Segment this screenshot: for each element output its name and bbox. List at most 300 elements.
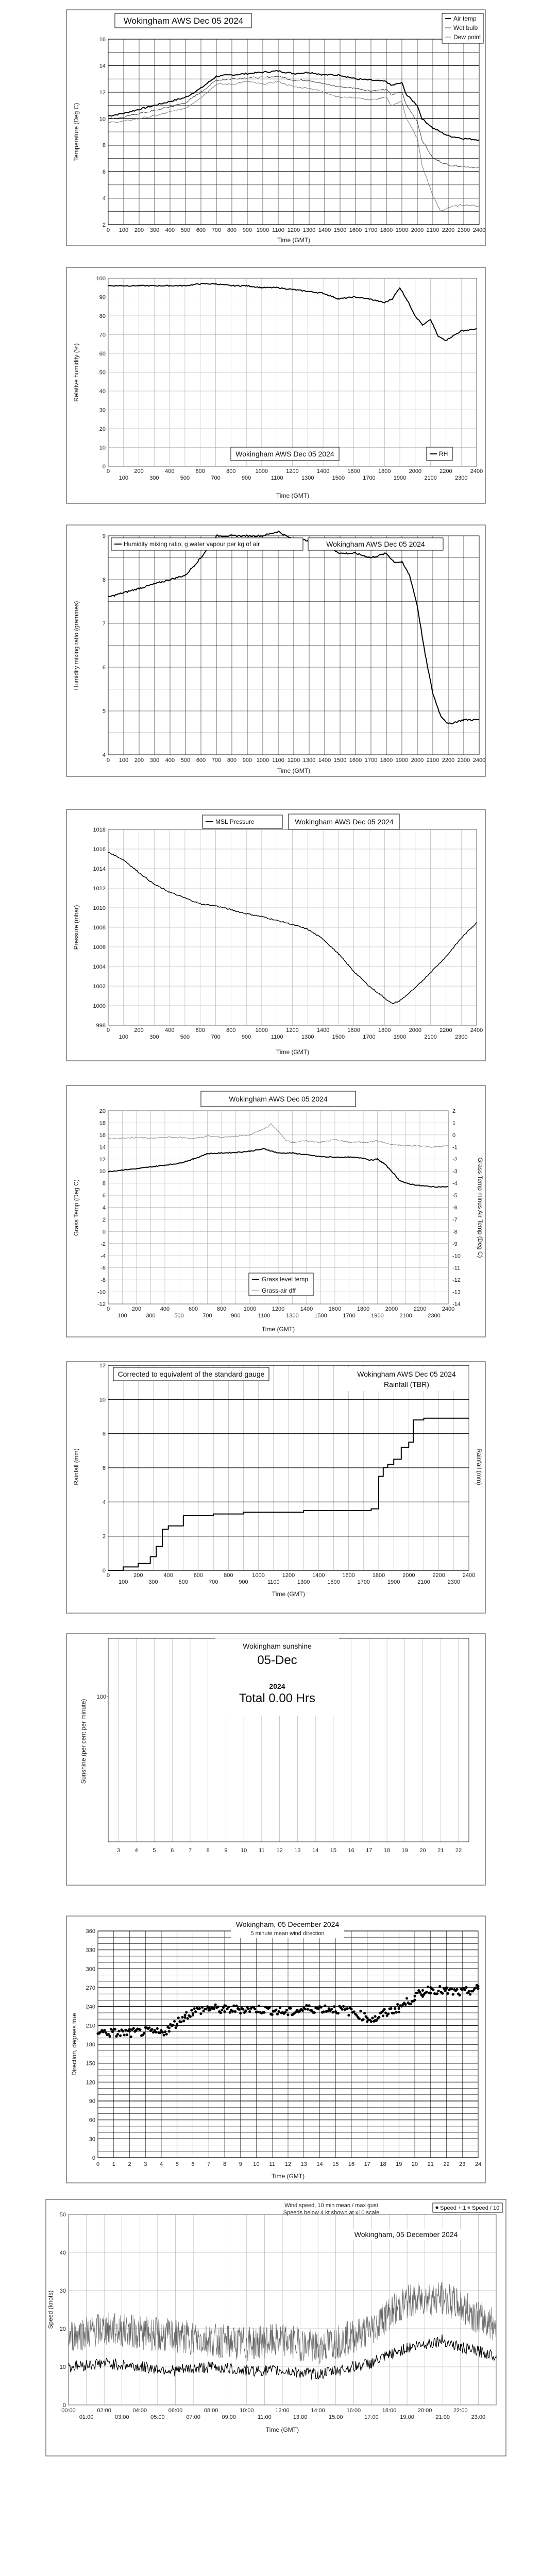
wind-direction-point <box>268 2006 271 2009</box>
x-tick-label: 21 <box>427 2161 434 2167</box>
x-tick-label: 1000 <box>255 468 268 474</box>
wind-direction-point <box>116 2033 119 2036</box>
temperature-xlabel: Time (GMT) <box>277 236 311 244</box>
x-tick-label: 1800 <box>378 468 391 474</box>
wind-direction-point <box>378 2016 380 2019</box>
wind-direction-point <box>182 2020 185 2022</box>
x-tick-label: 100 <box>119 1034 128 1040</box>
wind-direction-point <box>320 2006 323 2009</box>
x-tick-label: 2400 <box>470 1027 483 1033</box>
x-tick-label: 700 <box>208 1579 218 1585</box>
y-tick-label: 4 <box>102 1499 106 1506</box>
wind-direction-point <box>205 2008 208 2010</box>
wind-direction-point <box>165 2033 168 2036</box>
x-tick-label: 1900 <box>395 757 409 764</box>
x-tick-label: 02:00 <box>97 2408 111 2414</box>
wind-direction-point <box>342 2005 345 2008</box>
x-tick-label: 2200 <box>439 468 452 474</box>
x-tick-label: 1300 <box>286 1313 299 1319</box>
x-tick-label: 2000 <box>409 1027 422 1033</box>
y-tick-label: 1016 <box>93 846 106 853</box>
y-tick-label: 998 <box>96 1023 106 1029</box>
wind-direction-point <box>126 2033 128 2036</box>
x-tick-label: 15 <box>330 1848 336 1854</box>
wind-direction-point <box>103 2029 106 2031</box>
x-tick-label: 08:00 <box>204 2408 218 2414</box>
x-tick-label: 1900 <box>393 475 407 481</box>
y-tick-label: 6 <box>102 665 106 671</box>
x-tick-label: 500 <box>180 227 191 233</box>
x-tick-label: 3 <box>144 2161 147 2167</box>
legend-wet-bulb: Wet bulb <box>453 24 478 31</box>
y2-tick-label: -13 <box>452 1289 461 1296</box>
wind-direction-point <box>105 2031 107 2033</box>
wind-direction-point <box>413 1995 416 1997</box>
x-tick-label: 2000 <box>385 1306 398 1312</box>
y-tick-label: 8 <box>102 142 106 149</box>
y2-tick-label: -4 <box>452 1180 458 1187</box>
wind-direction-point <box>413 1999 416 2002</box>
wind-direction-point <box>324 2005 326 2007</box>
y-tick-label: 40 <box>59 2250 66 2256</box>
x-tick-label: 1800 <box>380 757 393 764</box>
wind-direction-point <box>184 2016 187 2019</box>
x-tick-label: 11 <box>259 1848 265 1854</box>
x-tick-label: 500 <box>180 757 191 764</box>
x-tick-label: 1700 <box>357 1579 370 1585</box>
wind-direction-point <box>198 2007 201 2010</box>
y-tick-label: -10 <box>97 1289 106 1296</box>
y-tick-label: 120 <box>86 2079 95 2086</box>
y-tick-label: 30 <box>59 2288 66 2294</box>
sunshine-ylabel: Sunshine (per cent per minute) <box>80 1699 87 1784</box>
wind-direction-point <box>432 1989 434 1991</box>
wind-direction-point <box>239 2012 242 2014</box>
wind-direction-point <box>123 2033 126 2036</box>
y-tick-label: 1004 <box>93 964 106 970</box>
x-tick-label: 1600 <box>347 468 360 474</box>
x-tick-label: 1700 <box>363 475 376 481</box>
y-tick-label: 12 <box>99 89 106 96</box>
y-tick-label: 20 <box>59 2326 66 2332</box>
x-tick-label: 200 <box>134 468 144 474</box>
x-tick-label: 06:00 <box>168 2408 183 2414</box>
x-tick-label: 500 <box>180 475 190 481</box>
x-tick-label: 1000 <box>252 1572 265 1579</box>
y-tick-label: 6 <box>102 1465 106 1471</box>
x-tick-label: 1500 <box>332 1034 345 1040</box>
x-tick-label: 1600 <box>328 1306 342 1312</box>
x-tick-label: 6 <box>191 2161 195 2167</box>
x-tick-label: 16 <box>348 1848 354 1854</box>
x-tick-label: 23:00 <box>471 2414 486 2420</box>
wind-direction-point <box>229 2011 231 2014</box>
pressure-xlabel: Time (GMT) <box>276 1048 310 1056</box>
x-tick-label: 11:00 <box>258 2414 272 2420</box>
y2-tick-label: 1 <box>452 1120 456 1127</box>
wind-direction-point <box>359 2010 362 2012</box>
x-tick-label: 1800 <box>372 1572 385 1579</box>
x-tick-label: 2400 <box>472 227 486 233</box>
x-tick-label: 1100 <box>272 227 284 233</box>
y2-tick-label: -10 <box>452 1253 461 1260</box>
y-tick-label: 150 <box>86 2060 95 2067</box>
wind-direction-point <box>438 1985 441 1988</box>
y-tick-label: 10 <box>99 445 106 451</box>
wind-direction-point <box>257 2011 259 2013</box>
wind-direction-point <box>201 2006 204 2009</box>
x-tick-label: 1700 <box>343 1313 356 1319</box>
x-tick-label: 2200 <box>439 1027 452 1033</box>
x-tick-label: 24 <box>475 2161 482 2167</box>
y-tick-label: -2 <box>100 1241 106 1247</box>
rainfall-note: Corrected to equivalent of the standard gauge <box>117 1370 265 1378</box>
x-tick-label: 10 <box>241 1848 247 1854</box>
x-tick-label: 200 <box>134 227 144 233</box>
legend-dew-point: Dew point <box>453 33 481 41</box>
y-tick-label: 330 <box>86 1947 95 1954</box>
x-tick-label: 10 <box>253 2161 260 2167</box>
wind-direction-point <box>468 1990 470 1993</box>
wind-direction-point <box>193 2007 196 2010</box>
y-tick-label: 10 <box>59 2364 66 2370</box>
x-tick-label: 1900 <box>393 1034 407 1040</box>
wind-direction-point <box>184 2014 187 2016</box>
wind-direction-point <box>350 2008 352 2010</box>
x-tick-label: 2300 <box>454 475 468 481</box>
wind-direction-point <box>177 2016 180 2019</box>
x-tick-label: 1100 <box>267 1579 280 1585</box>
x-tick-label: 1400 <box>318 227 331 233</box>
x-tick-label: 4 <box>134 1848 138 1854</box>
x-tick-label: 2000 <box>411 757 424 764</box>
x-tick-label: 1500 <box>332 475 345 481</box>
y2-tick-label: -12 <box>452 1277 461 1284</box>
x-tick-label: 500 <box>178 1579 189 1585</box>
x-tick-label: 300 <box>149 1034 159 1040</box>
wind-direction-point <box>337 2012 340 2014</box>
x-tick-label: 16:00 <box>346 2408 361 2414</box>
x-tick-label: 1200 <box>286 1027 299 1033</box>
y2-tick-label: -8 <box>452 1229 458 1235</box>
y-tick-label: 0 <box>102 1229 106 1235</box>
y-tick-label: 12 <box>99 1363 106 1369</box>
y-tick-label: 90 <box>89 2098 95 2105</box>
wind-direction-ylabel: Direction, degrees true <box>71 2013 78 2076</box>
y-tick-label: 50 <box>99 369 106 376</box>
x-tick-label: 300 <box>149 475 159 481</box>
wind-direction-point <box>199 2012 202 2015</box>
x-tick-label: 22 <box>455 1848 462 1854</box>
wind-direction-point <box>301 2009 304 2012</box>
x-tick-label: 8 <box>223 2161 227 2167</box>
x-tick-label: 100 <box>119 227 129 233</box>
x-tick-label: 2400 <box>470 468 483 474</box>
wind-direction-point <box>290 2007 292 2010</box>
x-tick-label: 01:00 <box>79 2414 94 2420</box>
wind-direction-point <box>278 2010 280 2013</box>
y-tick-label: 0 <box>102 464 106 470</box>
y-tick-label: 60 <box>89 2117 95 2124</box>
x-tick-label: 900 <box>241 1034 251 1040</box>
wind-direction-title: Wokingham, 05 December 2024 <box>235 1920 340 1928</box>
grass-temp-chart <box>66 1085 486 1337</box>
y-tick-label: 1002 <box>93 984 106 990</box>
wind-direction-point <box>459 1994 461 1996</box>
rainfall-xlabel: Time (GMT) <box>272 1590 306 1598</box>
x-tick-label: 1400 <box>316 1027 330 1033</box>
wind-direction-point <box>109 2035 111 2038</box>
x-tick-label: 1500 <box>333 757 347 764</box>
mixing-ylabel: Humidity mixing ratio (grammes) <box>73 601 80 690</box>
x-tick-label: 2100 <box>424 475 437 481</box>
x-tick-label: 11 <box>269 2161 275 2167</box>
x-tick-label: 5 <box>153 1848 156 1854</box>
wind-direction-point <box>346 2007 349 2010</box>
x-tick-label: 03:00 <box>114 2414 129 2420</box>
sunshine-y-tick: 100 <box>96 1693 106 1700</box>
legend-speed1-marker <box>436 2207 438 2209</box>
y-tick-label: 1006 <box>93 944 106 951</box>
x-tick-label: 12 <box>276 1848 283 1854</box>
wind-direction-point <box>159 2031 161 2034</box>
wind-direction-point <box>213 2007 215 2010</box>
x-tick-label: 2200 <box>442 227 455 233</box>
x-tick-label: 1600 <box>342 1572 355 1579</box>
wind-direction-point <box>168 2027 171 2029</box>
wind-direction-point <box>214 2004 217 2006</box>
wind-direction-point <box>275 2009 277 2011</box>
x-tick-label: 20 <box>419 1848 426 1854</box>
x-tick-label: 700 <box>202 1313 212 1319</box>
wind-direction-point <box>114 2028 116 2030</box>
wind-direction-point <box>219 2011 222 2014</box>
wind-speed-xlabel: Time (GMT) <box>265 2426 299 2433</box>
y-tick-label: 90 <box>99 294 106 301</box>
x-tick-label: 13 <box>294 1848 301 1854</box>
y-tick-label: 70 <box>99 332 106 338</box>
wind-direction-point <box>185 2011 188 2013</box>
y-tick-label: 1010 <box>93 905 106 911</box>
y-tick-label: 20 <box>99 426 106 432</box>
y2-tick-label: -2 <box>452 1156 458 1163</box>
x-tick-label: 21:00 <box>435 2414 450 2420</box>
x-tick-label: 09:00 <box>222 2414 236 2420</box>
y-tick-label: 16 <box>99 1132 106 1139</box>
x-tick-label: 2100 <box>426 757 439 764</box>
wind-direction-point <box>172 2024 175 2026</box>
wind-direction-point <box>421 1989 424 1992</box>
wind-direction-point <box>419 1991 421 1994</box>
x-tick-label: 1800 <box>378 1027 391 1033</box>
x-tick-label: 14:00 <box>311 2408 325 2414</box>
pressure-chart <box>66 809 486 1061</box>
x-tick-label: 1300 <box>302 227 316 233</box>
wind-direction-point <box>161 2031 164 2033</box>
y-tick-label: 210 <box>86 2023 95 2029</box>
wind-direction-point <box>447 1992 449 1995</box>
wind-direction-point <box>341 2008 344 2011</box>
wind-direction-point <box>363 2012 366 2014</box>
x-tick-label: 200 <box>133 1572 143 1579</box>
wind-direction-point <box>330 2008 333 2010</box>
y2-tick-label: -3 <box>452 1168 458 1175</box>
x-tick-label: 1100 <box>270 1034 283 1040</box>
wind-direction-point <box>286 2013 289 2016</box>
wind-direction-point <box>394 2007 396 2010</box>
wind-direction-point <box>416 1992 419 1994</box>
x-tick-label: 1500 <box>314 1313 327 1319</box>
y-tick-label: 8 <box>102 577 106 583</box>
x-tick-label: 1700 <box>363 1034 376 1040</box>
x-tick-label: 1100 <box>272 757 284 764</box>
wind-direction-point <box>304 2008 307 2010</box>
y-tick-label: 1000 <box>93 1003 106 1009</box>
x-tick-label: 3 <box>116 1848 121 1854</box>
wind-direction-point <box>410 2003 412 2005</box>
x-tick-label: 1500 <box>327 1579 340 1585</box>
x-tick-label: 13:00 <box>293 2414 308 2420</box>
x-tick-label: 200 <box>131 1306 142 1312</box>
x-tick-label: 1900 <box>395 227 409 233</box>
y-tick-label: 10 <box>99 1168 106 1175</box>
wind-direction-point <box>242 2008 244 2010</box>
wind-direction-point <box>469 1993 471 1995</box>
wind-direction-point <box>395 2011 398 2013</box>
x-tick-label: 2400 <box>442 1306 455 1312</box>
x-tick-label: 1100 <box>270 475 283 481</box>
wind-direction-point <box>465 1986 467 1989</box>
x-tick-label: 5 <box>175 2161 179 2167</box>
y-tick-label: 18 <box>99 1120 106 1127</box>
x-tick-label: 14 <box>312 1848 319 1854</box>
x-tick-label: 300 <box>148 1579 158 1585</box>
wind-direction-point <box>441 1992 444 1995</box>
y2-tick-label: 2 <box>452 1108 456 1114</box>
wind-direction-point <box>189 2015 192 2018</box>
y-tick-label: 4 <box>102 195 106 202</box>
y-tick-label: 14 <box>99 63 106 70</box>
y-tick-label: 14 <box>99 1144 106 1151</box>
x-tick-label: 100 <box>117 1313 127 1319</box>
y2-tick-label: -11 <box>452 1265 461 1272</box>
wind-direction-point <box>181 2016 183 2019</box>
legend-mixing: Humidity mixing ratio, g water vapour per kg of air <box>124 540 260 548</box>
wind-direction-point <box>426 1991 428 1993</box>
wind-direction-point <box>253 2008 256 2010</box>
wind-direction-point <box>190 2009 193 2011</box>
x-tick-label: 200 <box>134 757 144 764</box>
x-tick-label: 400 <box>163 1572 173 1579</box>
y-tick-label: 270 <box>86 1985 95 1991</box>
x-tick-label: 100 <box>118 1579 128 1585</box>
wind-direction-point <box>326 2010 329 2012</box>
x-tick-label: 500 <box>180 1034 190 1040</box>
x-tick-label: 1200 <box>287 227 300 233</box>
x-tick-label: 600 <box>195 1027 205 1033</box>
grass-ylabel2: Grass Temp minus Air Temp (Deg C) <box>477 1157 484 1258</box>
wind-direction-point <box>358 2018 361 2020</box>
wind-direction-point <box>248 2010 251 2013</box>
wind-direction-chart <box>66 1916 486 2183</box>
x-tick-label: 400 <box>165 227 175 233</box>
x-tick-label: 2 <box>128 2161 131 2167</box>
y-tick-label: 2 <box>102 222 106 228</box>
wind-direction-point <box>155 2031 157 2033</box>
legend-air-temp: Air temp <box>453 15 477 22</box>
x-tick-label: 1300 <box>301 475 314 481</box>
x-tick-label: 7 <box>207 2161 211 2167</box>
x-tick-label: 1300 <box>297 1579 310 1585</box>
x-tick-label: 22:00 <box>453 2408 468 2414</box>
wind-direction-point <box>436 1992 438 1995</box>
x-tick-label: 2300 <box>457 227 470 233</box>
x-tick-label: 800 <box>227 227 237 233</box>
wind-direction-point <box>132 2027 135 2030</box>
wind-direction-point <box>187 2017 189 2020</box>
legend-speed1: Speed + 1 <box>440 2205 466 2211</box>
wind-direction-point <box>279 2007 281 2009</box>
x-tick-label: 19:00 <box>400 2414 414 2420</box>
y-tick-label: 80 <box>99 313 106 319</box>
y-tick-label: 4 <box>102 1205 106 1211</box>
x-tick-label: 800 <box>226 1027 236 1033</box>
x-tick-label: 400 <box>164 1027 175 1033</box>
x-tick-label: 1300 <box>302 757 316 764</box>
wind-direction-point <box>323 2010 325 2013</box>
wind-direction-point <box>387 2012 390 2015</box>
x-tick-label: 8 <box>206 1848 210 1854</box>
y2-tick-label: -5 <box>452 1193 458 1199</box>
x-tick-label: 22 <box>443 2161 450 2167</box>
wind-direction-point <box>176 2024 178 2027</box>
x-tick-label: 1400 <box>312 1572 325 1579</box>
sunshine-title: Wokingham sunshine <box>243 1642 312 1650</box>
x-tick-label: 15 <box>332 2161 339 2167</box>
grass-title: Wokingham AWS Dec 05 2024 <box>229 1095 328 1103</box>
wind-direction-point <box>217 2006 219 2008</box>
wind-direction-point <box>437 1990 440 1992</box>
x-tick-label: 07:00 <box>186 2414 200 2420</box>
y-tick-label: 0 <box>92 2155 95 2161</box>
x-tick-label: 14 <box>316 2161 323 2167</box>
y-tick-label: 5 <box>102 708 106 715</box>
wind-direction-point <box>382 2014 384 2017</box>
x-tick-label: 13 <box>300 2161 307 2167</box>
y-tick-label: -8 <box>100 1277 106 1284</box>
x-tick-label: 1900 <box>371 1313 384 1319</box>
y-tick-label: 1014 <box>93 866 106 872</box>
x-tick-label: 800 <box>227 757 237 764</box>
rainfall-subtitle: Rainfall (TBR) <box>384 1380 429 1388</box>
wind-direction-point <box>464 1989 466 1991</box>
y-tick-label: 0 <box>62 2402 66 2409</box>
humidity-chart <box>66 267 486 504</box>
wind-direction-point <box>143 2032 145 2035</box>
x-tick-label: 1700 <box>364 227 378 233</box>
x-tick-label: 2000 <box>402 1572 415 1579</box>
y-tick-label: 1018 <box>93 827 106 833</box>
x-tick-label: 2100 <box>399 1313 412 1319</box>
x-tick-label: 2400 <box>472 757 486 764</box>
wind-direction-point <box>124 2029 127 2031</box>
wind-direction-point <box>234 2010 236 2013</box>
x-tick-label: 1200 <box>282 1572 295 1579</box>
grass-ylabel: Grass Temp (Deg C) <box>73 1179 80 1236</box>
wind-speed-header1: Wind speed, 10 min mean / max gust <box>284 2202 378 2209</box>
y-tick-label: 1012 <box>93 886 106 892</box>
x-tick-label: 1 <box>112 2161 115 2167</box>
